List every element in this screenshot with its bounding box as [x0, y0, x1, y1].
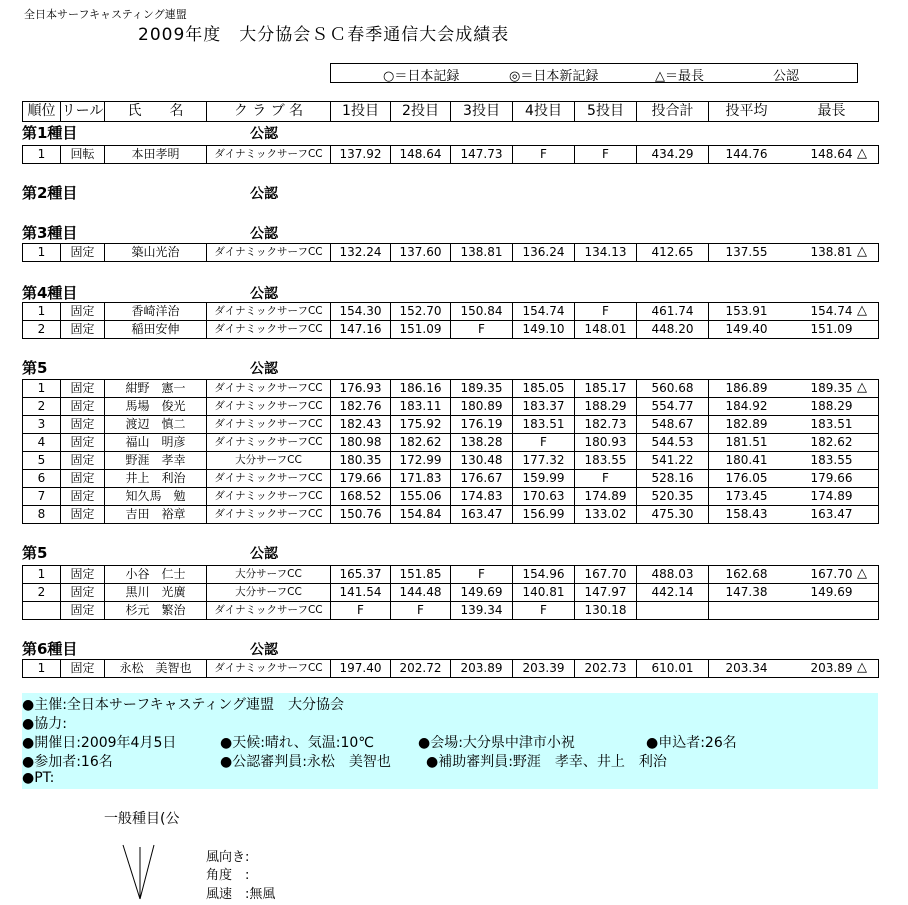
table-cell-club: ダイナミックサーフCC: [214, 436, 323, 448]
table-cell-t2: 154.84: [399, 507, 442, 521]
table-cell-best: 174.89: [810, 489, 853, 503]
table-cell-t5: 134.13: [584, 245, 627, 259]
table-cell-t1: 154.30: [339, 304, 382, 318]
table-cell-rank: 1: [37, 304, 46, 318]
table-cell-name: 井上 利治: [125, 471, 186, 485]
table-cell-t3: 176.19: [460, 417, 503, 431]
table-cell-total: 610.01: [651, 661, 694, 675]
page-title: 2009年度 大分協会ＳＣ春季通信大会成績表: [138, 25, 510, 45]
table-cell-t5: 185.17: [584, 381, 627, 395]
table-cell-reel: 固定: [70, 453, 95, 467]
legend-longest: △＝最長: [655, 69, 704, 84]
table-cell-name: 渡辺 慎二: [125, 417, 186, 431]
table-cell-reel: 固定: [70, 245, 95, 259]
table-cell-best: 183.51: [810, 417, 853, 431]
table-cell-t4: F: [540, 147, 547, 161]
table-cell-t1: 137.92: [339, 147, 382, 161]
table-cell-avg: 203.34: [725, 661, 768, 675]
table-cell-avg: 173.45: [725, 489, 768, 503]
info-assistant: ●補助審判員:野涯 孝幸、井上 利治: [426, 754, 667, 770]
section-title: 第5: [22, 359, 48, 377]
table-cell-t1: 176.93: [339, 381, 382, 395]
table-cell-best: 148.64: [810, 147, 853, 161]
table-cell-reel: 固定: [70, 399, 95, 413]
table-cell-total: 560.68: [651, 381, 694, 395]
info-host: ●主催:全日本サーフキャスティング連盟 大分協会: [22, 697, 344, 713]
column-divider: [878, 145, 879, 164]
table-cell-best: 138.81: [810, 245, 853, 259]
table-cell-total: 448.20: [651, 322, 694, 336]
table-cell-t1: 150.76: [339, 507, 382, 521]
table-cell-club: ダイナミックサーフCC: [214, 418, 323, 430]
table-cell-t1: 197.40: [339, 661, 382, 675]
table-cell-avg: 176.05: [725, 471, 768, 485]
table-cell-reel: 固定: [70, 567, 95, 581]
column-header: リール: [61, 103, 104, 119]
table-cell-rank: 1: [37, 147, 46, 161]
table-cell-t1: 147.16: [339, 322, 382, 336]
table-cell-rank: 1: [37, 245, 46, 259]
table-cell-name: 永松 美智也: [119, 661, 192, 675]
table-cell-total: 461.74: [651, 304, 694, 318]
table-cell-best: 188.29: [810, 399, 853, 413]
general-event-label: 一般種目(公: [104, 811, 180, 827]
table-cell-t3: 176.67: [460, 471, 503, 485]
table-cell-t2: 151.85: [399, 567, 442, 581]
column-header: 5投目: [587, 103, 624, 119]
table-cell-rank: 6: [37, 471, 46, 485]
column-header: 4投目: [525, 103, 562, 119]
table-cell-reel: 固定: [70, 585, 95, 599]
table-cell-reel: 固定: [70, 417, 95, 431]
wind-direction-icon: [118, 843, 164, 901]
table-cell-rank: 1: [37, 567, 46, 581]
table-cell-total: 412.65: [651, 245, 694, 259]
table-cell-reel: 固定: [70, 381, 95, 395]
table-cell-t5: F: [602, 147, 609, 161]
table-cell-avg: 186.89: [725, 381, 768, 395]
table-cell-t3: 150.84: [460, 304, 503, 318]
table-cell-t2: 137.60: [399, 245, 442, 259]
table-cell-t1: 168.52: [339, 489, 382, 503]
column-header: ク ラ ブ 名: [233, 103, 304, 119]
table-cell-t4: 203.39: [522, 661, 565, 675]
table-cell-club: ダイナミックサーフCC: [214, 604, 323, 616]
info-support: ●協力:: [22, 716, 67, 732]
table-cell-t1: 182.76: [339, 399, 382, 413]
table-cell-rank: 7: [37, 489, 46, 503]
table-cell-t4: 140.81: [522, 585, 565, 599]
table-cell-t5: 174.89: [584, 489, 627, 503]
longest-mark: △: [857, 303, 867, 318]
table-cell-t2: 182.62: [399, 435, 442, 449]
section-certified-label: 公認: [250, 546, 278, 562]
table-cell-t2: F: [417, 603, 424, 617]
table-cell-avg: 162.68: [725, 567, 768, 581]
table-cell-rank: 8: [37, 507, 46, 521]
table-cell-name: 黒川 光廣: [125, 585, 186, 599]
column-header: 投合計: [651, 103, 694, 119]
column-header: 最長: [817, 103, 846, 119]
wind-speed-label: 風速 :無風: [206, 887, 276, 902]
table-cell-t2: 155.06: [399, 489, 442, 503]
table-cell-t4: 185.05: [522, 381, 565, 395]
table-cell-t2: 148.64: [399, 147, 442, 161]
table-cell-club: ダイナミックサーフCC: [214, 400, 323, 412]
table-cell-club: ダイナミックサーフCC: [214, 323, 323, 335]
table-cell-t2: 171.83: [399, 471, 442, 485]
table-cell-t3: 149.69: [460, 585, 503, 599]
section-certified-label: 公認: [250, 286, 278, 302]
table-cell-t4: 159.99: [522, 471, 565, 485]
section-title: 第6種目: [22, 640, 78, 658]
table-cell-reel: 固定: [70, 471, 95, 485]
table-cell-t1: 141.54: [339, 585, 382, 599]
table-cell-t5: 147.97: [584, 585, 627, 599]
section-certified-label: 公認: [250, 186, 278, 202]
table-cell-total: 544.53: [651, 435, 694, 449]
table-cell-club: ダイナミックサーフCC: [214, 246, 323, 258]
table-cell-best: 154.74: [810, 304, 853, 318]
section-title: 第2種目: [22, 184, 78, 202]
table-cell-t4: F: [540, 603, 547, 617]
table-cell-t5: 130.18: [584, 603, 627, 617]
angle-label: 角度 :: [206, 868, 250, 883]
table-cell-avg: 184.92: [725, 399, 768, 413]
table-cell-name: 知久馬 勉: [125, 489, 186, 503]
section-certified-label: 公認: [250, 642, 278, 658]
info-judge: ●公認審判員:永松 美智也: [220, 754, 391, 770]
section-certified-label: 公認: [250, 361, 278, 377]
table-cell-name: 吉田 裕章: [125, 507, 186, 521]
legend-new-record: ◎＝日本新記録: [509, 69, 599, 84]
table-cell-t3: 130.48: [460, 453, 503, 467]
table-cell-avg: 182.89: [725, 417, 768, 431]
column-divider: [878, 659, 879, 678]
table-cell-t4: 170.63: [522, 489, 565, 503]
event-info-panel: [22, 693, 878, 789]
table-cell-avg: 158.43: [725, 507, 768, 521]
table-cell-avg: 147.38: [725, 585, 768, 599]
column-header: 2投目: [402, 103, 439, 119]
table-cell-t2: 202.72: [399, 661, 442, 675]
table-cell-name: 稲田安伸: [131, 322, 180, 336]
table-cell-reel: 固定: [70, 489, 95, 503]
table-cell-avg: 144.76: [725, 147, 768, 161]
column-header: 順位: [27, 103, 56, 119]
table-cell-t1: 180.35: [339, 453, 382, 467]
wind-direction-label: 風向き:: [206, 850, 250, 865]
table-cell-avg: 180.41: [725, 453, 768, 467]
table-cell-best: 163.47: [810, 507, 853, 521]
table-cell-t3: F: [478, 567, 485, 581]
longest-mark: △: [857, 146, 867, 161]
info-date: ●開催日:2009年4月5日: [22, 735, 177, 751]
table-cell-club: ダイナミックサーフCC: [214, 662, 323, 674]
table-cell-t2: 151.09: [399, 322, 442, 336]
table-cell-club: ダイナミックサーフCC: [214, 490, 323, 502]
info-venue: ●会場:大分県中津市小祝: [418, 735, 575, 751]
table-cell-t5: F: [602, 304, 609, 318]
table-cell-best: 183.55: [810, 453, 853, 467]
table-cell-name: 馬場 俊光: [125, 399, 186, 413]
table-cell-t3: 163.47: [460, 507, 503, 521]
table-cell-t1: 182.43: [339, 417, 382, 431]
table-cell-t3: 147.73: [460, 147, 503, 161]
table-cell-t2: 152.70: [399, 304, 442, 318]
section-certified-label: 公認: [250, 226, 278, 242]
table-cell-reel: 固定: [70, 507, 95, 521]
table-cell-t5: 148.01: [584, 322, 627, 336]
table-cell-name: 野涯 孝幸: [125, 453, 186, 467]
table-cell-name: 小谷 仁士: [125, 567, 186, 581]
table-cell-t1: 132.24: [339, 245, 382, 259]
table-cell-total: 520.35: [651, 489, 694, 503]
table-cell-rank: 2: [37, 322, 46, 336]
info-participants: ●参加者:16名: [22, 754, 113, 770]
table-cell-t5: 182.73: [584, 417, 627, 431]
table-cell-avg: 181.51: [725, 435, 768, 449]
table-cell-name: 香崎洋治: [131, 304, 180, 318]
section-title: 第5: [22, 544, 48, 562]
table-cell-t4: F: [540, 435, 547, 449]
table-cell-rank: 2: [37, 399, 46, 413]
table-cell-club: ダイナミックサーフCC: [214, 508, 323, 520]
table-cell-rank: 1: [37, 381, 46, 395]
longest-mark: △: [857, 244, 867, 259]
table-cell-best: 189.35: [810, 381, 853, 395]
info-applicants: ●申込者:26名: [646, 735, 737, 751]
table-cell-best: 179.66: [810, 471, 853, 485]
table-cell-total: 528.16: [651, 471, 694, 485]
table-cell-t1: 165.37: [339, 567, 382, 581]
table-cell-best: 167.70: [810, 567, 853, 581]
table-cell-t4: 154.96: [522, 567, 565, 581]
column-divider: [878, 379, 879, 524]
table-cell-t2: 144.48: [399, 585, 442, 599]
table-cell-reel: 固定: [70, 603, 95, 617]
column-header: 投平均: [725, 103, 768, 119]
table-cell-reel: 固定: [70, 661, 95, 675]
table-cell-t5: F: [602, 471, 609, 485]
longest-mark: △: [857, 380, 867, 395]
table-cell-t1: 179.66: [339, 471, 382, 485]
table-cell-t5: 133.02: [584, 507, 627, 521]
table-cell-t3: 174.83: [460, 489, 503, 503]
table-cell-reel: 固定: [70, 435, 95, 449]
table-cell-best: 203.89: [810, 661, 853, 675]
table-cell-t1: F: [357, 603, 364, 617]
longest-mark: △: [857, 660, 867, 675]
column-divider: [878, 243, 879, 262]
table-cell-name: 杉元 繁治: [125, 603, 186, 617]
table-cell-rank: 5: [37, 453, 46, 467]
legend-box: [330, 63, 858, 83]
table-cell-t3: 138.28: [460, 435, 503, 449]
table-cell-t2: 183.11: [399, 399, 442, 413]
table-cell-total: 488.03: [651, 567, 694, 581]
table-cell-t3: 139.34: [460, 603, 503, 617]
column-divider: [878, 565, 879, 620]
table-cell-avg: 153.91: [725, 304, 768, 318]
section-title: 第1種目: [22, 124, 78, 142]
table-cell-avg: 149.40: [725, 322, 768, 336]
table-cell-t4: 136.24: [522, 245, 565, 259]
table-cell-t2: 186.16: [399, 381, 442, 395]
table-cell-total: 475.30: [651, 507, 694, 521]
table-cell-name: 福山 明彦: [125, 435, 186, 449]
table-cell-club: 大分サーフCC: [235, 568, 302, 580]
table-cell-rank: 1: [37, 661, 46, 675]
table-cell-t3: 189.35: [460, 381, 503, 395]
table-cell-t2: 172.99: [399, 453, 442, 467]
table-cell-t1: 180.98: [339, 435, 382, 449]
table-cell-total: 554.77: [651, 399, 694, 413]
table-cell-club: ダイナミックサーフCC: [214, 148, 323, 160]
table-cell-club: 大分サーフCC: [235, 454, 302, 466]
table-cell-t4: 177.32: [522, 453, 565, 467]
table-cell-reel: 回転: [70, 147, 95, 161]
table-cell-club: ダイナミックサーフCC: [214, 382, 323, 394]
column-divider: [878, 101, 879, 122]
table-cell-best: 151.09: [810, 322, 853, 336]
info-weather: ●天候:晴れ、気温:10℃: [220, 735, 375, 751]
table-cell-t4: 183.37: [522, 399, 565, 413]
table-cell-rank: 4: [37, 435, 46, 449]
section-certified-label: 公認: [250, 126, 278, 142]
section-title: 第4種目: [22, 284, 78, 302]
table-cell-rank: 2: [37, 585, 46, 599]
table-cell-t5: 183.55: [584, 453, 627, 467]
table-cell-club: 大分サーフCC: [235, 586, 302, 598]
table-cell-reel: 固定: [70, 304, 95, 318]
legend-japan-record: ○＝日本記録: [383, 69, 460, 84]
table-cell-avg: 137.55: [725, 245, 768, 259]
table-cell-reel: 固定: [70, 322, 95, 336]
table-cell-t3: F: [478, 322, 485, 336]
table-cell-t3: 138.81: [460, 245, 503, 259]
table-cell-t4: 149.10: [522, 322, 565, 336]
column-header: 氏 名: [127, 103, 184, 119]
column-header: 3投目: [463, 103, 500, 119]
table-cell-t2: 175.92: [399, 417, 442, 431]
table-cell-total: 548.67: [651, 417, 694, 431]
table-cell-t4: 156.99: [522, 507, 565, 521]
legend-certified: 公認: [773, 69, 800, 84]
column-divider: [878, 302, 879, 339]
table-cell-t3: 180.89: [460, 399, 503, 413]
section-title: 第3種目: [22, 224, 78, 242]
table-cell-best: 149.69: [810, 585, 853, 599]
info-pt: ●PT:: [22, 770, 55, 786]
table-cell-t4: 183.51: [522, 417, 565, 431]
table-cell-t5: 180.93: [584, 435, 627, 449]
longest-mark: △: [857, 566, 867, 581]
table-cell-name: 築山光治: [131, 245, 180, 259]
table-cell-t5: 202.73: [584, 661, 627, 675]
table-cell-total: 541.22: [651, 453, 694, 467]
table-cell-total: 434.29: [651, 147, 694, 161]
table-cell-club: ダイナミックサーフCC: [214, 472, 323, 484]
table-cell-t4: 154.74: [522, 304, 565, 318]
table-cell-club: ダイナミックサーフCC: [214, 305, 323, 317]
organization-name: 全日本サーフキャスティング連盟: [24, 8, 187, 21]
table-cell-t3: 203.89: [460, 661, 503, 675]
table-cell-total: 442.14: [651, 585, 694, 599]
table-cell-name: 紺野 憲一: [125, 381, 186, 395]
table-cell-best: 182.62: [810, 435, 853, 449]
column-header: 1投目: [342, 103, 379, 119]
table-cell-rank: 3: [37, 417, 46, 431]
table-cell-name: 本田孝明: [131, 147, 180, 161]
table-cell-t5: 167.70: [584, 567, 627, 581]
table-cell-t5: 188.29: [584, 399, 627, 413]
